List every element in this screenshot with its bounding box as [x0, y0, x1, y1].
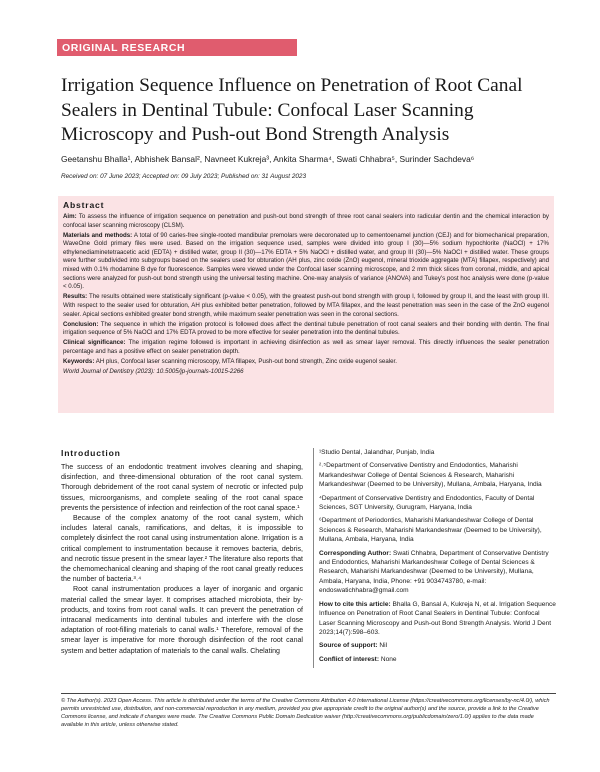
left-column: [61, 448, 303, 657]
abstract-clinical-significance: Clinical significance: The irrigation regime followed is important in achieving disinfection as well as smear layer removal. This directly influences the sealer penetration percentage and has a positive effect on sealer penetration depth.: [63, 339, 549, 355]
abstract-heading: Abstract: [63, 200, 105, 210]
abstract-materials: Materials and methods: A total of 90 caries-free single-rooted mandibular premolars were decoronated up to cementoenamel junction (CEJ) and for biomechanical preparation, WaveOne Gold primary files were used. Based on the irrigation sequence used, samples were divided into group I (30)—5% sodium hypochlorite (NaOCl) + 17% ethylenediaminetetraacetic acid (EDTA) + distilled water, group II (30)—17% EDTA + 5% NaOCl + distilled water, and group III (30)—5% NaOCl + distilled water. These groups were further subdivided into subgroups based on the sealers used for obturation (AH plus, zinc oxide (ZnO) eugenol, mineral trioxide aggregate (MTA) fillapex, respectively) and mixed with 0.1% rhodamine B dye for fluorescence. Samples were viewed under the Confocal laser scanning microscope, and 2 mm thick slices from coronal, middle, and apical sections were analyzed for push-out bond strength using the universal testing machine. One-way analysis of variance (ANOVA) and Tukey's post hoc analysis were done (p-value < 0.05).: [63, 231, 549, 291]
intro-paragraph: The success of an endodontic treatment involves cleaning and shaping, disinfection, and three-dimensional obturation of the root canal system. Thorough debridement of the root canal system of necrotic or infected pulp tissues, microorganisms, and complete sealing of the root canal space prevents the persistence of infection and reinfection of the root canal space.¹: [61, 464, 303, 512]
affiliation: ²˒⁵Department of Conservative Dentistry and Endodontics, Maharishi Markandeshwar College of Dental Sciences & Research, Maharishi Markandeshwar (Deemed to be University), Mullana, Ambala, Haryana, India: [319, 462, 542, 489]
abstract-aim: Aim: To assess the influence of irrigation sequence on penetration and push-out bond strength of three root canal sealers into radicular dentin and the chemical interaction by confocal laser scanning microscopy (CLSM).: [63, 213, 549, 229]
intro-paragraph: Root canal instrumentation produces a layer of inorganic and organic material called the smear layer. It comprises attached microbiota, their by-products, and toxins from root canal walls. It can prevent the penetration of intracanal medicaments into dentinal tubules and interfere with the close adaptation of root-filling materials to canal walls.¹ Therefore, removal of the smear layer is imperative for more thorough disinfection of the root canal system and better adaptation of materials to the canal walls. Chelating: [61, 586, 303, 655]
source-of-support: Source of support: Nil: [319, 642, 388, 650]
article-title: Irrigation Sequence Influence on Penetration of Root Canal Sealers in Dentinal Tubule: Confocal Laser Scanning Microscopy and Push-out Bond Strength Analysis: [61, 75, 523, 145]
abstract-conclusion: Conclusion: The sequence in which the irrigation protocol is followed does affect the dentinal tubule penetration of root canal sealers and their bonding with dentin. The final irrigation sequence of 5% NaOCl and 17% EDTA proved to be more effective for sealer penetration into the dentinal tubules.: [63, 320, 549, 337]
affiliation: ⁴Department of Conservative Dentistry and Endodontics, Faculty of Dental Sciences, SGT University, Gurugram, Haryana, India: [319, 494, 535, 512]
abstract-citation: World Journal of Dentistry (2023): 10.5005/jp-journals-10015-2266: [63, 368, 244, 376]
author-list: Geetanshu Bhalla¹, Abhishek Bansal², Navneet Kukreja³, Ankita Sharma⁴, Swati Chhabra⁵, Surinder Sachdeva⁶: [61, 154, 475, 164]
abstract-section: [58, 196, 554, 413]
affiliation: ⁶Department of Periodontics, Maharishi Markandeshwar College of Dental Sciences & Research, Maharishi Markandeshwar (Deemed to be University), Mullana, Ambala, Haryana, India: [319, 517, 542, 544]
article-type-banner: ORIGINAL RESEARCH: [57, 39, 297, 56]
affiliation: ¹Studio Dental, Jalandhar, Punjab, India: [319, 449, 435, 456]
publication-dates: Received on: 07 June 2023; Accepted on: 09 July 2023; Published on: 31 August 2023: [61, 173, 307, 180]
footer-divider: [61, 693, 556, 694]
abstract-results: Results: The results obtained were statistically significant (p-value < 0.05), with the greatest push-out bond strength with group I, followed by group II, and the least with group III. With respect to the sealer used for obturation, AH plus exhibited better penetration, followed by MTA fillapex, and the least penetration was seen in the case of the ZnO eugenol sealer. Apical sections exhibited greater bond strength, while maximum sealer penetration was seen in the coronal sections.: [63, 293, 549, 318]
conflict-of-interest: Conflict of interest: None: [319, 655, 397, 663]
right-column: [313, 448, 556, 668]
corresponding-author: Corresponding Author: Swati Chhabra, Department of Conservative Dentistry and Endodontics, Maharishi Markandeshwar College of Dental Sciences & Research, Maharishi Markandeshwar (Deemed to be University), Mullana, Ambala, Haryana, India, Phone: +91 9034743780, e-mail: endoswatichhabra@gmail.com: [319, 549, 549, 595]
intro-paragraph: Because of the complex anatomy of the root canal system, which includes lateral canals, ramifications, and deltas, it is impossible to completely disinfect the root canal using instrumentation alone. Irrigation is a critical complement to instrumentation because it removes bacteria, debris, and necrotic tissue present in the smear layer.² The literature also reports that the chemomechanical cleaning and shaping of the root canal greatly reduces the number of bacteria.³˒⁴: [61, 515, 303, 584]
abstract-keywords: Keywords: AH plus, Confocal laser scanning microscopy, MTA fillapex, Push-out bond strength, Zinc oxide eugenol sealer.: [63, 358, 397, 365]
introduction-heading: Introduction: [61, 448, 121, 458]
license-footer: © The Author(s). 2023 Open Access. This article is distributed under the terms of the Creative Commons Attribution 4.0 International License (https://creativecommons.org/licenses/by-nc/4.0/), which permits unrestricted use, distribution, and non-commercial reproduction in any medium, provided you give appropriate credit to the original author(s) and the source, provide a link to the Creative Commons license, and indicate if changes were made. The Creative Commons Public Domain Dedication waiver (http://creativecommons.org/publicdomain/zero/1.0/) applies to the data made available in this article, unless otherwise stated.: [61, 698, 550, 728]
how-to-cite: How to cite this article: Bhalla G, Bansal A, Kukreja N, et al. Irrigation Sequence Influence on Penetration of Root Canal Sealers in Dentinal Tubule: Confocal Laser Scanning Microscopy and Push-out Bond Strength Analysis. World J Dent 2023;14(7):598–603.: [319, 600, 556, 636]
